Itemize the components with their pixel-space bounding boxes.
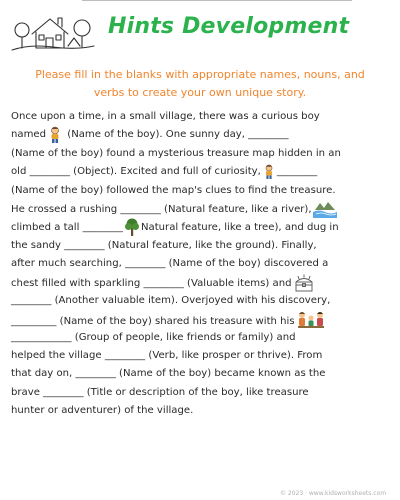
story-line: that day on, ________ (Name of the boy) became known as the [11,368,326,380]
story-line: the sandy ________ (Natural feature, like the ground). Finally, [11,239,317,251]
boy-icon [262,163,276,180]
story-text [11,108,391,421]
house-illustration-icon [10,10,96,54]
story-line: after much searching, ________ (Name of the boy) discovered a [11,258,329,270]
story-text-segment: climbed a tall ________ [11,222,123,234]
story-text-segment: named [11,129,47,141]
story-line [11,126,391,144]
worksheet-title: Hints Development [108,14,350,39]
story-line [11,274,391,292]
story-line: brave ________ (Title or description of the boy, like treasure [11,386,309,398]
river-icon [313,200,337,218]
boy-icon [47,126,63,143]
story-line [11,310,391,328]
instructions-line-2: verbs to create your own unique story. [93,86,307,99]
story-line: hunter or adventurer) of the village. [11,405,194,417]
story-line [11,200,391,218]
story-line: helped the village ________ (Verb, like prosper or thrive). From [11,350,323,362]
story-line: (Name of the boy) found a mysterious treasure map hidden in an [11,147,341,159]
story-line [11,163,391,181]
story-text-segment: ________ [276,166,318,178]
story-line [11,218,391,236]
instructions [30,66,370,102]
story-line: Once upon a time, in a small village, there was a curious boy [11,111,320,122]
tree-icon [124,218,140,236]
story-text-segment: (Name of the boy). One sunny day, ________ [64,129,289,141]
instructions-line-1: Please fill in the blanks with appropriate names, nouns, and [35,68,365,81]
story-text-segment: _________ (Name of the boy) shared his treasure with his [11,316,295,328]
footer-copyright: © 2023 · www.kidsworksheets.com [280,490,387,497]
story-text-segment: Natural feature, like a tree), and dug in [140,222,339,234]
story-text-segment: chest filled with sparkling ________ (Valuable items) and [11,277,292,289]
story-line: (Name of the boy) followed the map's clues to find the treasure. [11,184,336,196]
story-line: ____________ (Group of people, like friends or family) and [11,331,296,343]
story-line: ________ (Another valuable item). Overjoyed with his discovery, [11,294,331,306]
treasure-chest-icon [293,274,315,292]
story-text-segment: He crossed a rushing ________ (Natural feature, like a river), [11,203,312,215]
top-divider [82,0,352,1]
family-icon [296,310,326,330]
story-text-segment: old ________ (Object). Excited and full of curiosity, [11,166,261,178]
